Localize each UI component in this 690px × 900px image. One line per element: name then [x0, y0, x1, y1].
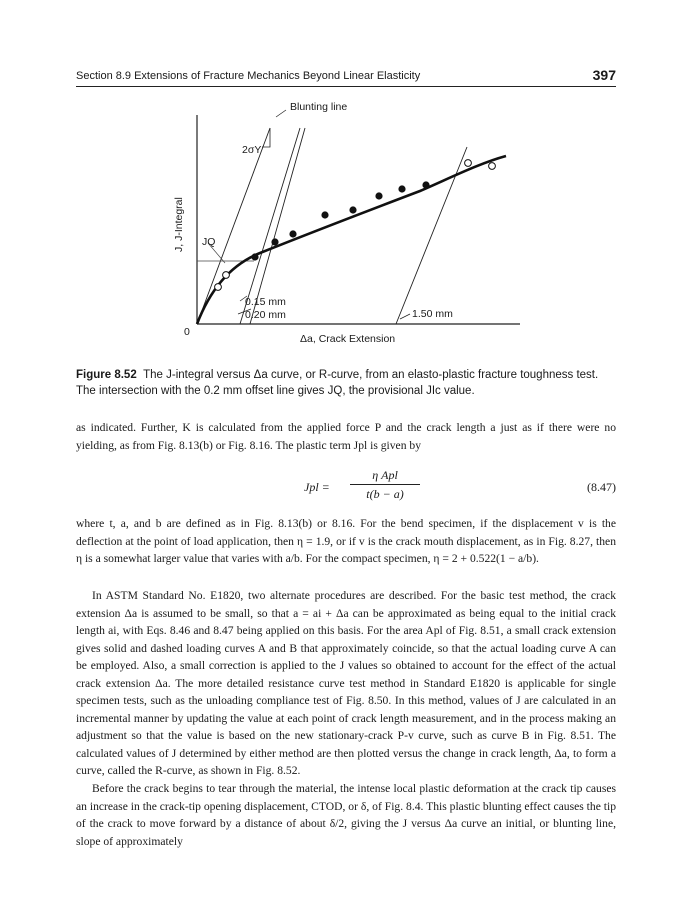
data-point-filled	[398, 185, 405, 192]
offset-015-label: 0.15 mm	[245, 296, 286, 308]
paragraph-text: where t, a, and b are defined as in Fig. 8.13(b) or 8.16. For the bend specimen, if the displacement v is the deflection at the point of load application, then η = 1.9, or if v is the crack mouth displacement, as in Fig. 8.27, then η is a somewhat larger value that varies with a/b. For the compact specimen, η = 2 + 0.522(1 − a/b).	[76, 517, 616, 565]
r-curve-figure	[150, 95, 550, 350]
data-point-open	[489, 163, 496, 170]
body-paragraph-2	[76, 515, 616, 568]
blunting-line	[197, 128, 270, 324]
body-paragraph-4	[76, 780, 616, 850]
paragraph-text: In ASTM Standard No. E1820, two alternate procedures are described. For the basic test method, the crack extension Δa is assumed to be small, so that a = ai + Δa can be approximated as being equal to the initial crack length ai, with Eqs. 8.46 and 8.47 being applied on this basis. For the area Apl of Fig. 8.51, a small crack extension gives solid and dashed loading curves A and B that approximately coincide, so that the actual loading curve A can be employed. Also, a small correction is applied to the J values so obtained to account for the effect of the actual crack extension Δa. The more detailed resistance curve test method in Standard E1820 is applicable for single specimen tests, such as the unloading compliance test of Fig. 8.50. In this method, values of J are calculated in an incremental manner by updating the value at each point of crack length measurement, and in the process making an adjustment so that the value is based on the new stationary-crack P-v curve, such as curve B in Fig. 8.51. The calculated values of J determined by either method are then plotted versus the change in crack length, Δa, to form a curve, called the R-curve, as shown in Fig. 8.52.	[76, 589, 616, 777]
page-number: 397	[592, 67, 616, 83]
data-point-filled	[251, 253, 258, 260]
body-paragraph-1	[76, 419, 616, 454]
figure-label: Figure 8.52	[76, 369, 137, 381]
data-point-filled	[375, 192, 382, 199]
data-point-filled	[289, 230, 296, 237]
data-point-open	[215, 284, 222, 291]
data-point-filled	[321, 211, 328, 218]
y-axis-label: J, J-Integral	[173, 197, 185, 252]
blunting-line-label: Blunting line	[290, 101, 348, 113]
data-point-filled	[422, 181, 429, 188]
two-sigma-label: 2σY	[242, 144, 262, 156]
header-rule	[76, 86, 616, 87]
offset-leader-150	[400, 314, 410, 319]
data-point-filled	[349, 206, 356, 213]
equation-denominator: t(b − a)	[366, 487, 404, 501]
offset-line-020	[250, 128, 305, 324]
equation-number: (8.47)	[587, 480, 616, 494]
paragraph-text: Before the crack begins to tear through the material, the intense local plastic deformation at the crack tip causes an increase in the crack-tip opening displacement, CTOD, or δ, of Fig. 8.4. This plastic blunting effect causes the tip of the crack to move forward by a distance of about δ/2, giving the J versus Δa curve an initial, or blunting line, slope of approximately	[76, 782, 616, 848]
equation-fraction	[350, 468, 420, 502]
body-paragraph-3	[76, 587, 616, 780]
jq-label: JQ	[202, 236, 216, 248]
data-point-open	[465, 160, 472, 167]
data-point-open	[223, 272, 230, 279]
equation-numerator: η Apl	[350, 468, 420, 485]
page-header	[76, 68, 616, 86]
paragraph-text: as indicated. Further, K is calculated from the applied force P and the crack length a just as if there were no yielding, as from Fig. 8.13(b) or Fig. 8.16. The plastic term Jpl is given by	[76, 421, 616, 452]
offset-020-label: 0.20 mm	[245, 309, 286, 321]
equation-8-47	[76, 468, 616, 508]
data-point-filled	[271, 238, 278, 245]
x-axis-label: Δa, Crack Extension	[300, 333, 396, 345]
offset-150-label: 1.50 mm	[412, 308, 453, 320]
section-title: Section 8.9 Extensions of Fracture Mechanics Beyond Linear Elasticity	[76, 70, 421, 82]
origin-label: 0	[184, 326, 190, 338]
equation-lhs: Jpl =	[304, 480, 330, 494]
offset-line-015	[240, 128, 300, 324]
blunting-leader	[276, 110, 286, 117]
caption-text: The J-integral versus Δa curve, or R-curve, from an elasto-plastic fracture toughness test. The intersection with the 0.2 mm offset line gives JQ, the provisional JIc value.	[76, 369, 599, 397]
figure-caption	[76, 367, 616, 399]
